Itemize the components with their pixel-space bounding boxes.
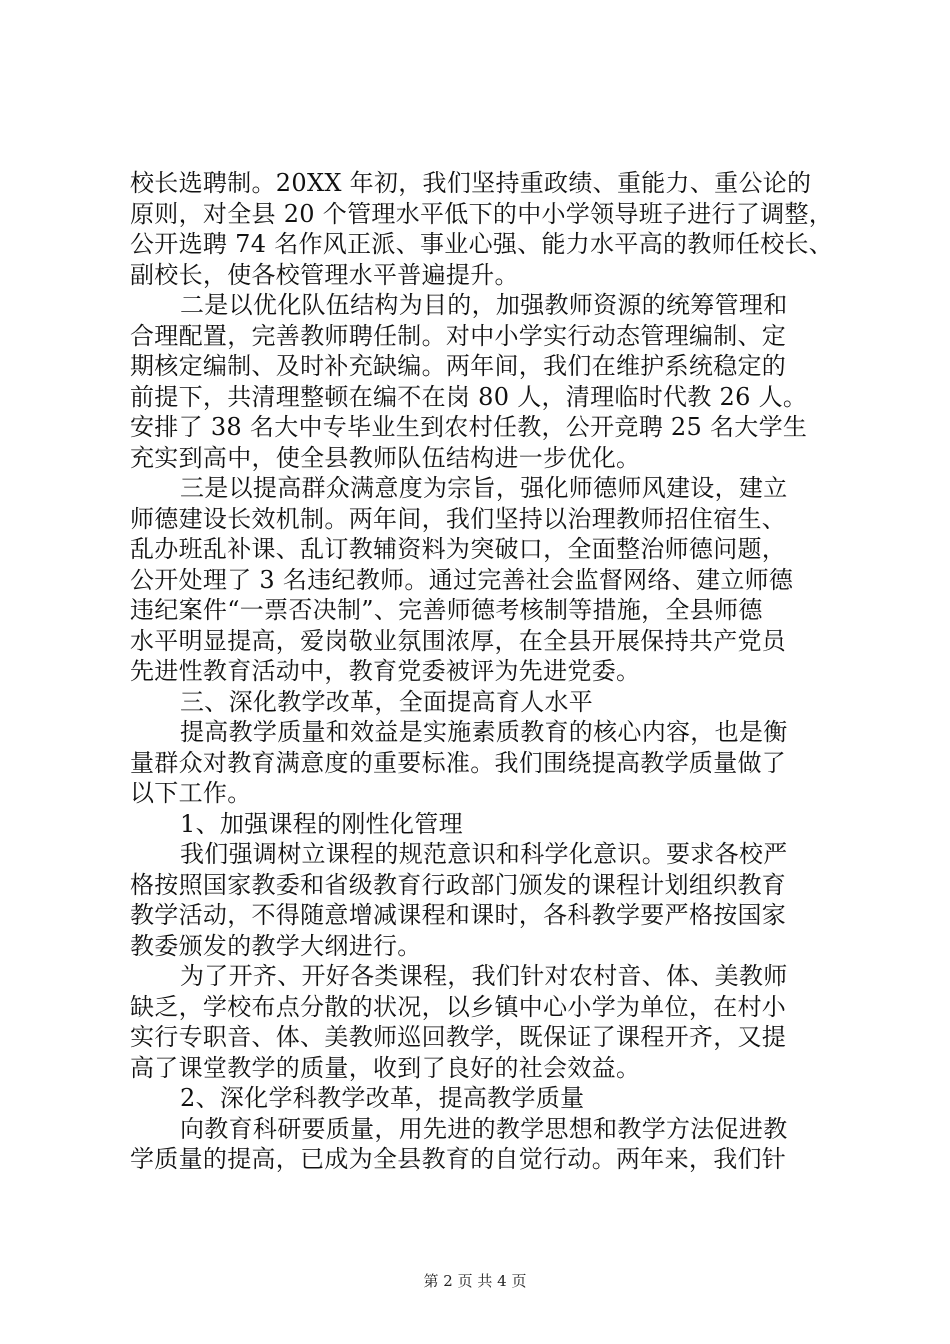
- text-line: 教委颁发的教学大纲进行。: [130, 931, 422, 960]
- text-line: 学质量的提高，已成为全县教育的自觉行动。两年来，我们针: [130, 1145, 787, 1173]
- text-line: 违纪案件“一票否决制”、完善师德考核制等措施，全县师德: [130, 596, 763, 624]
- text-line: 充实到高中，使全县教师队伍结构进一步优化。: [130, 443, 641, 472]
- text-line: 高了课堂教学的质量，收到了良好的社会效益。: [130, 1053, 641, 1082]
- text-line: 三是以提高群众满意度为宗旨，强化师德师风建设，建立: [180, 474, 788, 502]
- text-line: 前提下，共清理整顿在编不在岗 80 人，清理临时代教 26 人。: [130, 382, 808, 411]
- page-footer: 第 2 页 共 4 页: [423, 1272, 527, 1290]
- text-line: 水平明显提高，爱岗敬业氛围浓厚，在全县开展保持共产党员: [130, 626, 787, 655]
- text-line: 向教育科研要质量，用先进的教学思想和教学方法促进教: [180, 1114, 788, 1143]
- text-line: 安排了 38 名大中专毕业生到农村任教，公开竞聘 25 名大学生: [130, 413, 808, 441]
- text-line: 格按照国家教委和省级教育行政部门颁发的课程计划组织教育: [130, 870, 787, 899]
- text-line: 先进性教育活动中，教育党委被评为先进党委。: [130, 657, 641, 685]
- text-line: 量群众对教育满意度的重要标准。我们围绕提高教学质量做了: [130, 748, 787, 777]
- text-line: 乱办班乱补课、乱订教辅资料为突破口，全面整治师德问题，: [130, 535, 787, 563]
- text-line: 为了开齐、开好各类课程，我们针对农村音、体、美教师: [180, 962, 788, 990]
- text-line: 公开选聘 74 名作风正派、事业心强、能力水平高的教师任校长、: [130, 230, 834, 258]
- text-line: 1、加强课程的刚性化管理: [180, 809, 463, 838]
- text-line: 副校长，使各校管理水平普遍提升。: [130, 260, 519, 289]
- text-line: 教学活动，不得随意增减课程和课时，各科教学要严格按国家: [130, 901, 787, 929]
- text-line: 三、深化教学改革，全面提高育人水平: [180, 687, 594, 716]
- text-line: 合理配置，完善教师聘任制。对中小学实行动态管理编制、定: [130, 321, 787, 350]
- text-line: 实行专职音、体、美教师巡回教学，既保证了课程开齐，又提: [130, 1023, 787, 1051]
- text-line: 师德建设长效机制。两年间，我们坚持以治理教师招住宿生、: [130, 504, 787, 533]
- text-line: 原则，对全县 20 个管理水平低下的中小学领导班子进行了调整，: [130, 199, 834, 228]
- text-line: 二是以优化队伍结构为目的，加强教师资源的统筹管理和: [180, 291, 788, 319]
- text-line: 期核定编制、及时补充缺编。两年间，我们在维护系统稳定的: [130, 352, 787, 380]
- text-line: 2、深化学科教学改革，提高教学质量: [180, 1084, 585, 1112]
- text-line: 校长选聘制。20XX 年初，我们坚持重政绩、重能力、重公论的: [130, 169, 812, 197]
- text-line: 缺乏，学校布点分散的状况，以乡镇中心小学为单位，在村小: [130, 992, 787, 1021]
- text-line: 公开处理了 3 名违纪教师。通过完善社会监督网络、建立师德: [130, 565, 794, 594]
- text-line: 提高教学质量和效益是实施素质教育的核心内容，也是衡: [180, 718, 788, 746]
- text-line: 我们强调树立课程的规范意识和科学化意识。要求各校严: [180, 840, 788, 868]
- text-line: 以下工作。: [130, 779, 252, 807]
- document-body: [130, 168, 834, 1175]
